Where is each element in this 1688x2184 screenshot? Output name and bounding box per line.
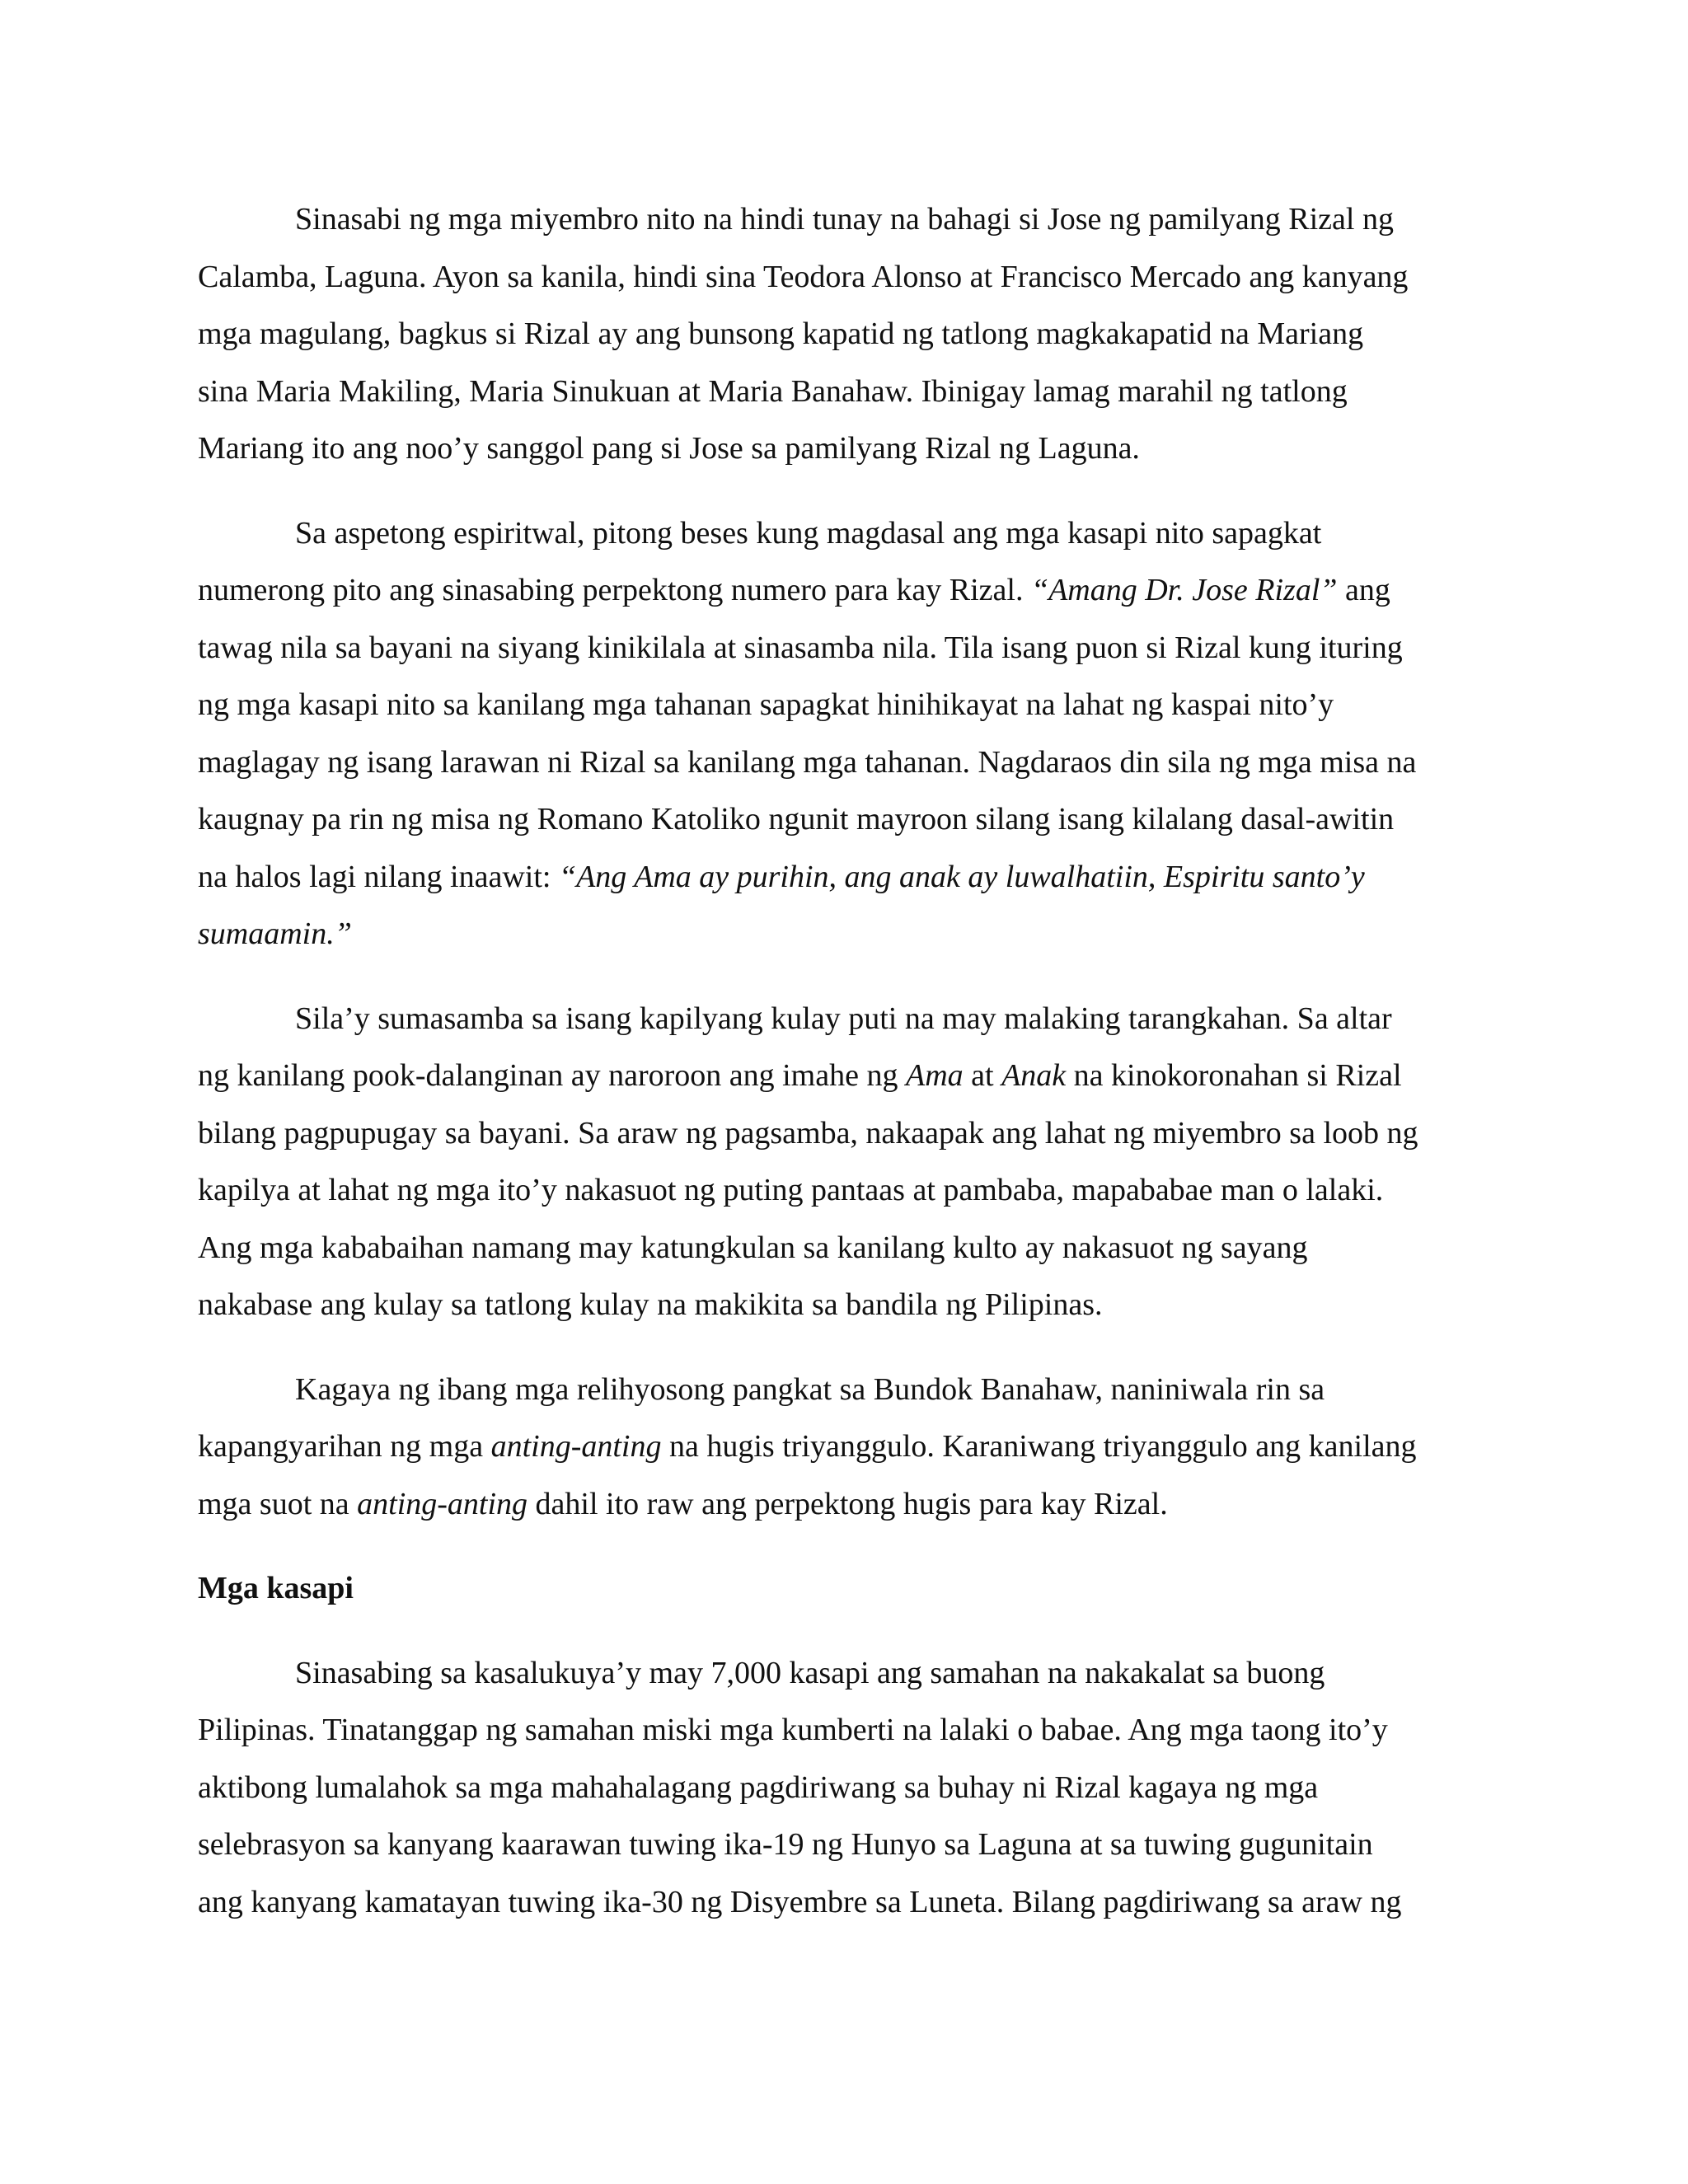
paragraph xyxy=(198,1361,1488,1534)
text-line: maglagay ng isang larawan ni Rizal sa kanilang mga tahanan. Nagdaraos din sila ng mga misa na xyxy=(198,744,1417,780)
text-line: aktibong lumalahok sa mga mahahalagang pagdiriwang sa buhay ni Rizal kagaya ng mga xyxy=(198,1769,1319,1805)
text-line: ng mga kasapi nito sa kanilang mga tahanan sapagkat hinihikayat na lahat ng kaspai nito’y xyxy=(198,687,1334,722)
body-text-after-heading xyxy=(198,1645,1488,1932)
text-line: tawag nila sa bayani na siyang kinikilala at sinasamba nila. Tila isang puon si Rizal kung ituring xyxy=(198,630,1403,665)
text-line: Calamba, Laguna. Ayon sa kanila, hindi sina Teodora Alonso at Francisco Mercado ang kanyang xyxy=(198,259,1409,294)
text-line xyxy=(198,906,1488,963)
text-line: kapilya at lahat ng mga ito’y nakasuot ng puting pantaas at pambaba, mapababae man o lalaki. xyxy=(198,1173,1384,1207)
document-page xyxy=(198,191,1488,1958)
text-line: numerong pito ang sinasabing perpektong numero para kay Rizal. “Amang Dr. Jose Rizal” ang xyxy=(198,573,1390,607)
italic-text: anting-anting xyxy=(490,1429,662,1464)
text-line: bilang pagpupugay sa bayani. Sa araw ng pagsamba, nakaapak ang lahat ng miyembro sa loob ng xyxy=(198,1115,1418,1151)
paragraph xyxy=(198,191,1488,478)
italic-text: Anak xyxy=(1001,1058,1067,1093)
text-line: Kagaya ng ibang mga relihyosong pangkat sa Bundok Banahaw, naniniwala rin sa xyxy=(295,1371,1325,1407)
text-line: ang kanyang kamatayan tuwing ika-30 ng Disyembre sa Luneta. Bilang pagdiriwang sa araw ng xyxy=(198,1884,1402,1919)
text-line: na halos lagi nilang inaawit: “Ang Ama ay purihin, ang anak ay luwalhatiin, Espiritu santo’y xyxy=(198,859,1365,894)
text-line: kaugnay pa rin ng misa ng Romano Katoliko ngunit mayroon silang isang kilalang dasal-awitin xyxy=(198,802,1395,837)
italic-text: Ama xyxy=(905,1058,964,1093)
text-line: Sila’y sumasamba sa isang kapilyang kulay puti na may malaking tarangkahan. Sa altar xyxy=(295,1001,1392,1036)
paragraph xyxy=(198,991,1488,1334)
paragraph xyxy=(198,505,1488,963)
text-line: kapangyarihan ng mga anting-anting na hugis triyanggulo. Karaniwang triyanggulo ang kanilang xyxy=(198,1429,1417,1464)
text-line: Pilipinas. Tinatanggap ng samahan miski mga kumberti na lalaki o babae. Ang mga taong ito’y xyxy=(198,1713,1388,1747)
text-line: Ang mga kababaihan namang may katungkulan sa kanilang kulto ay nakasuot ng sayang xyxy=(198,1230,1308,1265)
text-line: ng kanilang pook-dalanginan ay naroroon ang imahe ng Ama at Anak na kinokoronahan si Rizal xyxy=(198,1058,1402,1093)
text-line: nakabase ang kulay sa tatlong kulay na makikita sa bandila ng Pilipinas. xyxy=(198,1287,1103,1322)
italic-text: anting-anting xyxy=(357,1486,528,1521)
text-line: mga magulang, bagkus si Rizal ay ang bunsong kapatid ng tatlong magkakapatid na Mariang xyxy=(198,316,1364,351)
italic-text: “Ang Ama ay purihin, ang anak ay luwalhatiin, Espiritu santo’y xyxy=(558,859,1365,894)
text-line: Sinasabi ng mga miyembro nito na hindi tunay na bahagi si Jose ng pamilyang Rizal ng xyxy=(295,202,1394,237)
body-text-before-heading xyxy=(198,191,1488,1533)
paragraph xyxy=(198,1645,1488,1932)
italic-text: “Amang Dr. Jose Rizal” xyxy=(1030,573,1338,607)
text-line: Sa aspetong espiritwal, pitong beses kung magdasal ang mga kasapi nito sapagkat xyxy=(295,515,1322,551)
text-line: selebrasyon sa kanyang kaarawan tuwing ika-19 ng Hunyo sa Laguna at sa tuwing gugunitain xyxy=(198,1827,1373,1862)
text-line: mga suot na anting-anting dahil ito raw ang perpektong hugis para kay Rizal. xyxy=(198,1486,1168,1521)
section-heading: Mga kasapi xyxy=(198,1571,354,1605)
text-line: Mariang ito ang noo’y sanggol pang si Jose sa pamilyang Rizal ng Laguna. xyxy=(198,431,1140,466)
text-line: Sinasabing sa kasalukuya’y may 7,000 kasapi ang samahan na nakakalat sa buong xyxy=(295,1655,1325,1690)
italic-text: sumaamin.” xyxy=(198,916,352,951)
text-line: sina Maria Makiling, Maria Sinukuan at Maria Banahaw. Ibinigay lamag marahil ng tatlong xyxy=(198,373,1348,409)
